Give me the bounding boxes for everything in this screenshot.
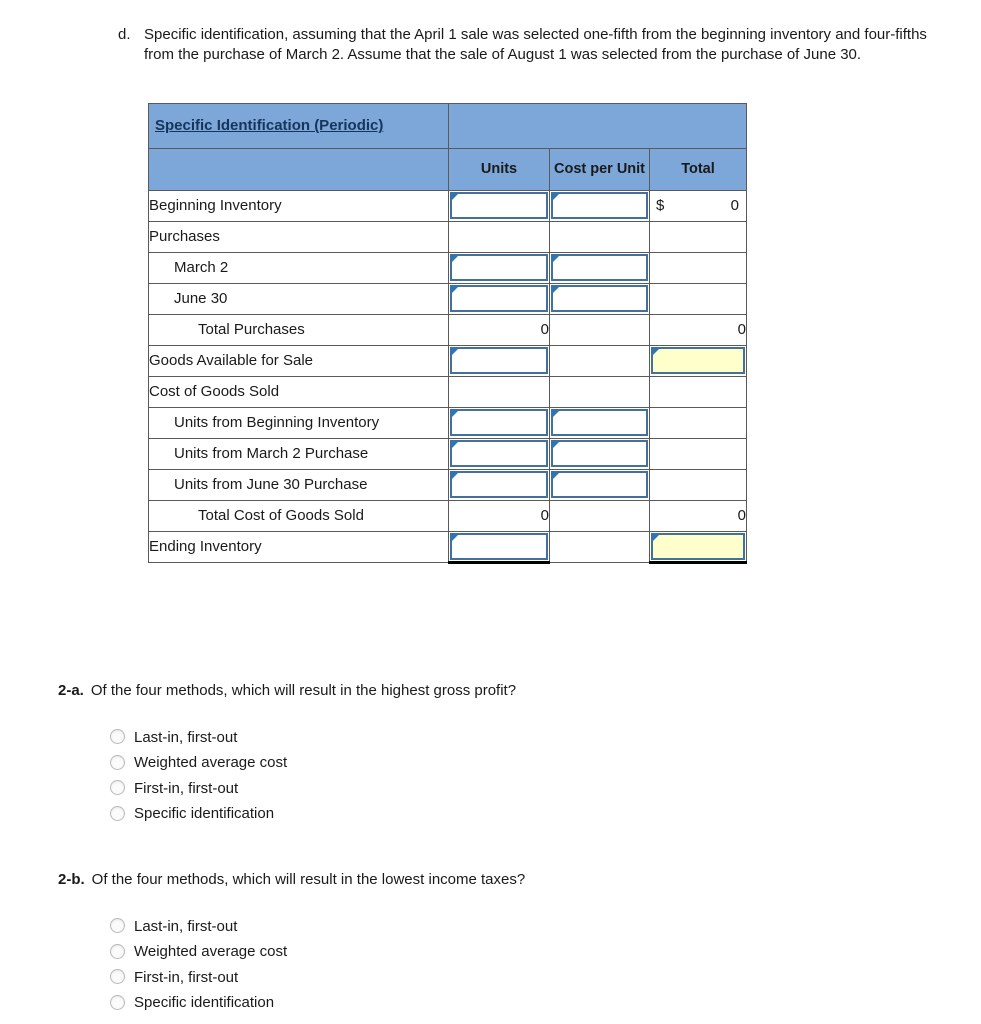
units-input[interactable] xyxy=(452,473,546,496)
question-text: Of the four methods, which will result in the lowest income taxes? xyxy=(91,870,526,888)
question-number: 2-b. xyxy=(58,870,85,888)
units-input[interactable] xyxy=(452,411,546,434)
row-label-cell xyxy=(149,190,449,221)
cost-per-unit-cell xyxy=(550,531,650,562)
cost-per-unit-input[interactable] xyxy=(553,287,646,310)
table-row xyxy=(149,531,747,562)
question-2b xyxy=(58,871,981,1015)
row-label-cell xyxy=(149,283,449,314)
header-blank-cell xyxy=(149,148,449,190)
total-input-box xyxy=(651,347,745,374)
table-row xyxy=(149,190,747,221)
table-row xyxy=(149,283,747,314)
units-input-box xyxy=(450,285,548,312)
radio-button-icon[interactable] xyxy=(110,755,125,770)
cost-per-unit-cell xyxy=(550,314,650,345)
radio-button-icon[interactable] xyxy=(110,944,125,959)
units-cell xyxy=(449,531,550,562)
units-input-box xyxy=(450,409,548,436)
total-cell xyxy=(650,407,747,438)
table-title-row xyxy=(149,103,747,148)
question-2a xyxy=(58,682,981,826)
row-label: Units from Beginning Inventory xyxy=(174,414,380,432)
units-cell xyxy=(449,407,550,438)
option-label: Specific identification xyxy=(134,805,275,823)
units-input-box xyxy=(450,471,548,498)
units-cell xyxy=(449,438,550,469)
table-row xyxy=(149,438,747,469)
cost-per-unit-cell xyxy=(550,376,650,407)
total-cell xyxy=(650,531,747,562)
units-input-box xyxy=(450,192,548,219)
cost-per-unit-input[interactable] xyxy=(553,442,646,465)
option-label: Specific identification xyxy=(134,994,275,1012)
radio-button-icon[interactable] xyxy=(110,806,125,821)
question-text-line xyxy=(58,682,981,699)
question-text: Of the four methods, which will result in the highest gross profit? xyxy=(90,681,517,699)
option-label: Last-in, first-out xyxy=(134,728,238,746)
specific-identification-table xyxy=(148,103,747,564)
currency-symbol: $ xyxy=(656,197,665,215)
units-cell xyxy=(449,190,550,221)
radio-option[interactable] xyxy=(110,775,981,801)
row-label-cell xyxy=(149,314,449,345)
row-label-cell xyxy=(149,221,449,252)
option-label: Weighted average cost xyxy=(134,943,288,961)
table-row xyxy=(149,469,747,500)
problem-item-letter: d. xyxy=(118,26,131,43)
units-input[interactable] xyxy=(452,287,546,310)
total-cell: 0 xyxy=(650,500,747,531)
row-label: Cost of Goods Sold xyxy=(149,383,280,401)
table-title-spacer xyxy=(449,103,747,148)
row-label-cell xyxy=(149,500,449,531)
total-cell xyxy=(650,221,747,252)
units-input-box xyxy=(450,533,548,560)
total-cell xyxy=(650,190,747,221)
row-label: Beginning Inventory xyxy=(149,197,282,215)
row-label-cell xyxy=(149,407,449,438)
row-label-cell xyxy=(149,469,449,500)
cost-per-unit-cell xyxy=(550,221,650,252)
table-row xyxy=(149,314,747,345)
radio-button-icon[interactable] xyxy=(110,969,125,984)
units-cell xyxy=(449,345,550,376)
cost-per-unit-input[interactable] xyxy=(553,411,646,434)
total-input[interactable] xyxy=(653,535,743,558)
radio-button-icon[interactable] xyxy=(110,780,125,795)
table-row xyxy=(149,221,747,252)
row-label-cell xyxy=(149,252,449,283)
total-cell xyxy=(650,438,747,469)
units-input-box xyxy=(450,440,548,467)
cost-per-unit-input-box xyxy=(551,440,648,467)
table-row xyxy=(149,252,747,283)
cost-per-unit-cell xyxy=(550,407,650,438)
radio-option[interactable] xyxy=(110,989,981,1015)
radio-option[interactable] xyxy=(110,938,981,964)
cost-per-unit-input[interactable] xyxy=(553,194,646,217)
cost-per-unit-cell xyxy=(550,283,650,314)
total-cell xyxy=(650,283,747,314)
options-list xyxy=(110,913,981,1015)
row-label: Units from June 30 Purchase xyxy=(174,476,368,494)
cost-per-unit-cell xyxy=(550,438,650,469)
option-label: First-in, first-out xyxy=(134,968,239,986)
question-number: 2-a. xyxy=(58,681,84,699)
option-label: First-in, first-out xyxy=(134,779,239,797)
row-label: Total Cost of Goods Sold xyxy=(198,507,364,525)
radio-button-icon[interactable] xyxy=(110,729,125,744)
cost-per-unit-cell xyxy=(550,252,650,283)
row-label-cell xyxy=(149,345,449,376)
header-total: Total xyxy=(650,148,747,190)
row-label: June 30 xyxy=(174,290,228,308)
radio-option[interactable] xyxy=(110,749,981,775)
units-input[interactable] xyxy=(452,535,546,558)
total-cell xyxy=(650,469,747,500)
row-label: Goods Available for Sale xyxy=(149,352,313,370)
table-row xyxy=(149,500,747,531)
table-title: Specific Identification (Periodic) xyxy=(149,103,449,148)
radio-option[interactable] xyxy=(110,913,981,939)
cost-per-unit-cell xyxy=(550,500,650,531)
cost-per-unit-input[interactable] xyxy=(553,473,646,496)
option-label: Last-in, first-out xyxy=(134,917,238,935)
cost-per-unit-input-box xyxy=(551,192,648,219)
units-cell xyxy=(449,221,550,252)
units-cell xyxy=(449,376,550,407)
units-input-box xyxy=(450,347,548,374)
total-input[interactable] xyxy=(653,349,743,372)
table-row xyxy=(149,376,747,407)
units-cell xyxy=(449,469,550,500)
header-cost-per-unit: Cost per Unit xyxy=(550,148,650,190)
radio-option[interactable] xyxy=(110,800,981,826)
units-cell xyxy=(449,252,550,283)
units-input[interactable] xyxy=(452,442,546,465)
cost-per-unit-cell xyxy=(550,190,650,221)
cost-per-unit-input-box xyxy=(551,471,648,498)
problem-statement xyxy=(118,0,930,65)
row-label: March 2 xyxy=(174,259,229,277)
table-row xyxy=(149,345,747,376)
row-label-cell xyxy=(149,376,449,407)
row-label: Units from March 2 Purchase xyxy=(174,445,369,463)
units-input-box xyxy=(450,254,548,281)
radio-option[interactable] xyxy=(110,964,981,990)
cost-per-unit-cell xyxy=(550,469,650,500)
cost-per-unit-cell xyxy=(550,345,650,376)
cost-per-unit-input[interactable] xyxy=(553,256,646,279)
questions-section xyxy=(0,682,981,1015)
options-list xyxy=(110,724,981,826)
header-units: Units xyxy=(449,148,550,190)
table-header-row xyxy=(149,148,747,190)
units-cell: 0 xyxy=(449,314,550,345)
radio-button-icon[interactable] xyxy=(110,995,125,1010)
cost-per-unit-input-box xyxy=(551,254,648,281)
cost-per-unit-input-box xyxy=(551,409,648,436)
units-cell xyxy=(449,283,550,314)
total-cell: 0 xyxy=(650,314,747,345)
cost-per-unit-input-box xyxy=(551,285,648,312)
units-input[interactable] xyxy=(452,256,546,279)
row-label-cell xyxy=(149,438,449,469)
units-input[interactable] xyxy=(452,349,546,372)
units-cell: 0 xyxy=(449,500,550,531)
total-cell xyxy=(650,345,747,376)
units-input[interactable] xyxy=(452,194,546,217)
table-row xyxy=(149,407,747,438)
total-amount xyxy=(650,197,746,214)
row-label-cell xyxy=(149,531,449,562)
row-label: Purchases xyxy=(149,228,220,246)
option-label: Weighted average cost xyxy=(134,754,288,772)
problem-item-text: Specific identification, assuming that the April 1 sale was selected one-fifth from the beginning inventory and four-fifths from the purchase of March 2. Assume that the sale of August 1 was selected from the purchase of June 30. xyxy=(144,26,927,63)
total-input-box xyxy=(651,533,745,560)
row-label: Ending Inventory xyxy=(149,538,262,556)
radio-option[interactable] xyxy=(110,724,981,750)
question-text-line xyxy=(58,871,981,888)
total-value: 0 xyxy=(730,197,739,215)
total-cell xyxy=(650,376,747,407)
radio-button-icon[interactable] xyxy=(110,918,125,933)
total-cell xyxy=(650,252,747,283)
row-label: Total Purchases xyxy=(198,321,305,339)
